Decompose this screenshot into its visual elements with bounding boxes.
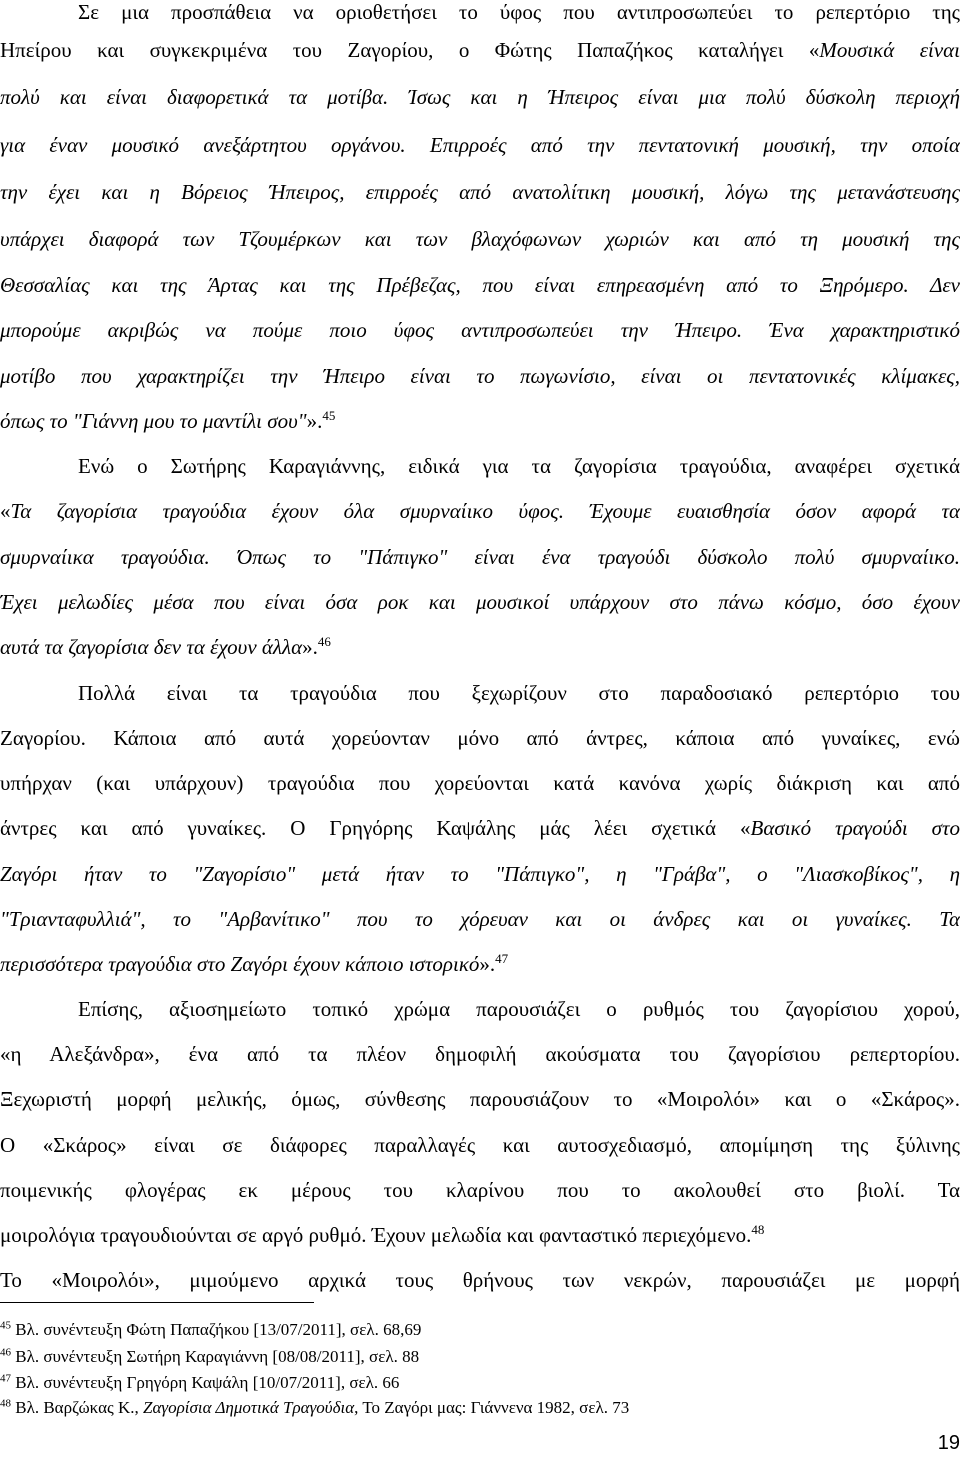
text-line (0, 80, 960, 114)
footnote-text: , Το Ζαγόρι μας: Γιάννενα 1982, σελ. 73 (354, 1398, 630, 1417)
text-span: Το «Μοιρολόι», μιμούμενο αρχικά τους θρήνους των νεκρών, παρουσιάζει με μορφή (0, 1268, 960, 1292)
text-line (0, 1037, 960, 1071)
text-line (0, 313, 960, 347)
text-span: ». (479, 952, 496, 976)
text-line (0, 857, 960, 891)
footnote-number: 48 (0, 1397, 11, 1410)
italic-quote: Μουσικά είναι (819, 38, 960, 62)
text-line (0, 630, 960, 664)
text-line (0, 585, 960, 619)
text-line (0, 721, 960, 755)
italic-quote: Έχει μελωδίες μέσα που είναι όσα ροκ και μουσικοί υπάρχουν στο πάνω κόσμο, όσο έχουν (0, 590, 960, 614)
footnote-book-title: Ζαγορίσια Δημοτικά Τραγούδια (143, 1398, 355, 1417)
text-span: ». (306, 409, 323, 433)
footnote-text: Βλ. συνέντευξη Φώτη Παπαζήκου [13/07/2011], σελ. 68,69 (11, 1320, 422, 1339)
text-line (0, 268, 960, 302)
text-span: Ζαγορίου. Κάποια από αυτά χορεύονταν μόνο από άντρες, κάποια από γυναίκες, ενώ (0, 726, 960, 750)
footnote-separator (0, 1302, 314, 1303)
text-line (0, 1218, 960, 1252)
text-line (0, 540, 960, 574)
text-line (0, 947, 960, 981)
text-span: Ηπείρου και συγκεκριμένα του Ζαγορίου, ο Φώτης Παπαζήκος καταλήγει « (0, 38, 820, 62)
text-line (0, 992, 960, 1026)
text-span: Επίσης, αξιοσημείωτο τοπικό χρώμα παρουσιάζει ο ρυθμός του ζαγορίσιου χορού, (78, 997, 960, 1021)
italic-quote: υπάρχει διαφορά των Τζουμέρκων και των βλαχόφωνων χωριών και από τη μουσική της (0, 227, 960, 251)
text-span: Σε μια προσπάθεια να οριοθετήσει το ύφος που αντιπροσωπεύει το ρεπερτόριο της (78, 0, 960, 24)
footnote-number: 46 (0, 1346, 11, 1359)
text-line (0, 1082, 960, 1116)
italic-quote: "Τριανταφυλλιά", το "Αρβανίτικο" που το χόρευαν και οι άνδρες και οι γυναίκες. Τα (0, 907, 960, 931)
italic-quote: αυτά τα ζαγορίσια δεν τα έχουν άλλα (0, 635, 303, 659)
text-line (0, 811, 960, 845)
text-line (0, 0, 960, 29)
footnote (0, 1371, 960, 1395)
italic-quote: Ζαγόρι ήταν το "Ζαγορίσιο" μετά ήταν το "Πάπιγκο", η "Γράβα", ο "Λιασκοβίκος", η (0, 862, 960, 886)
text-line (0, 494, 960, 528)
footnote-number: 47 (0, 1372, 11, 1385)
italic-quote: την έχει και η Βόρειος Ήπειρος, επιρροές από ανατολίτικη μουσική, λόγω της μετανάστευσης (0, 180, 960, 204)
italic-quote: σμυρναίικα τραγούδια. Όπως το "Πάπιγκο" είναι ένα τραγούδι δύσκολο πολύ σμυρναίικο. (0, 545, 960, 569)
footnote-ref: 45 (322, 408, 336, 423)
italic-quote: μπορούμε ακριβώς να πούμε ποιο ύφος αντιπροσωπεύει την Ήπειρο. Ένα χαρακτηριστικό (0, 318, 960, 342)
text-line (0, 676, 960, 710)
text-line (0, 1263, 960, 1297)
footnote-text: Βλ. συνέντευξη Σωτήρη Καραγιάννη [08/08/2011], σελ. 88 (11, 1347, 420, 1366)
page-number: 19 (937, 1432, 960, 1454)
italic-quote: για έναν μουσικό ανεξάρτητου οργάνου. Επιρροές από την πεντατονική μουσική, την οποία (0, 133, 960, 157)
text-span: ». (302, 635, 318, 659)
footnote (0, 1318, 960, 1342)
text-span: Ενώ ο Σωτήρης Καραγιάννης, ειδικά για τα ζαγορίσια τραγούδια, αναφέρει σχετικά (78, 454, 960, 478)
italic-quote: περισσότερα τραγούδια στο Ζαγόρι έχουν κάποιο ιστορικό (0, 952, 480, 976)
italic-quote: πολύ και είναι διαφορετικά τα μοτίβα. Ίσως και η Ήπειρος είναι μια πολύ δύσκολη περιοχή (0, 85, 960, 109)
text-span: άντρες και από γυναίκες. Ο Γρηγόρης Καψάλης μάς λέει σχετικά « (0, 816, 751, 840)
text-span: Πολλά είναι τα τραγούδια που ξεχωρίζουν στο παραδοσιακό ρεπερτόριο του (78, 681, 960, 705)
text-line (0, 33, 960, 67)
text-span: Ξεχωριστή μορφή μελικής, όμως, σύνθεσης παρουσιάζουν το «Μοιρολόι» και ο «Σκάρος». (0, 1087, 960, 1111)
text-span: ποιμενικής φλογέρας εκ μέρους του κλαρίνου που το ακολουθεί στο βιολί. Τα (0, 1178, 960, 1202)
text-line (0, 1128, 960, 1162)
text-line (0, 449, 960, 483)
footnote-number: 45 (0, 1319, 11, 1332)
text-line (0, 1173, 960, 1207)
footnote-ref: 48 (751, 1222, 765, 1237)
italic-quote: μοτίβο που χαρακτηρίζει την Ήπειρο είναι το πωγωνίσιο, είναι οι πεντατονικές κλίμακες, (0, 364, 960, 388)
footnote-text: Βλ. Βαρζώκας Κ., (11, 1398, 144, 1417)
text-span: «η Αλεξάνδρα», ένα από τα πλέον δημοφιλή ακούσματα του ζαγορίσιου ρεπερτορίου. (0, 1042, 960, 1066)
footnote (0, 1345, 960, 1369)
text-line (0, 766, 960, 800)
text-line (0, 175, 960, 209)
text-line (0, 359, 960, 393)
text-line (0, 404, 960, 438)
italic-quote: Θεσσαλίας και της Άρτας και της Πρέβεζας, που είναι επηρεασμένη από το Ξηρόμερο. Δεν (0, 273, 960, 297)
footnote-ref: 46 (317, 634, 331, 649)
text-span: « (0, 499, 11, 523)
text-span: μοιρολόγια τραγουδιούνται σε αργό ρυθμό. Έχουν μελωδία και φανταστικό περιεχόμενο. (0, 1223, 752, 1247)
footnote-ref: 47 (495, 951, 509, 966)
footnote (0, 1396, 960, 1420)
text-span: Ο «Σκάρος» είναι σε διάφορες παραλλαγές και αυτοσχεδιασμό, απομίμηση της ξύλινης (0, 1133, 960, 1157)
italic-quote: Βασικό τραγούδι στο (750, 816, 960, 840)
text-line (0, 128, 960, 162)
text-line (0, 222, 960, 256)
footnote-text: Βλ. συνέντευξη Γρηγόρη Καψάλη [10/07/2011], σελ. 66 (11, 1373, 400, 1392)
italic-quote: Τα ζαγορίσια τραγούδια έχουν όλα σμυρναίικο ύφος. Έχουμε ευαισθησία όσον αφορά τα (10, 499, 960, 523)
text-line (0, 902, 960, 936)
italic-quote: όπως το "Γιάννη μου το μαντίλι σου" (0, 409, 307, 433)
text-span: υπήρχαν (και υπάρχουν) τραγούδια που χορεύονται κατά κανόνα χωρίς διάκριση και από (0, 771, 960, 795)
